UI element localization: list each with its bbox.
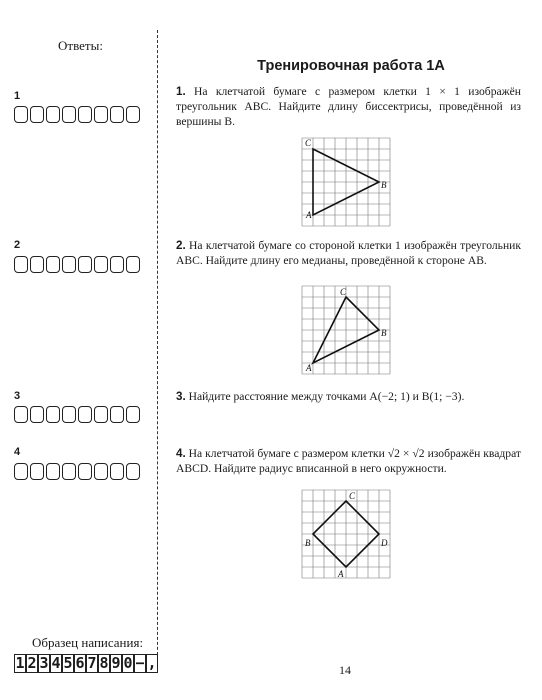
sample-char: 9 bbox=[111, 654, 121, 672]
answer-cell[interactable] bbox=[14, 256, 28, 273]
answer-cells-4[interactable] bbox=[14, 463, 142, 480]
answer-cell[interactable] bbox=[62, 463, 76, 480]
task-number: 4. bbox=[176, 447, 186, 460]
answer-cell[interactable] bbox=[14, 463, 28, 480]
answer-number-1: 1 bbox=[14, 90, 21, 102]
label-a: A bbox=[306, 363, 312, 373]
answer-cell[interactable] bbox=[14, 406, 28, 423]
answers-label: Ответы: bbox=[58, 38, 103, 53]
grid bbox=[302, 286, 390, 374]
answer-cell[interactable] bbox=[30, 463, 44, 480]
page-title: Тренировочная работа 1А bbox=[257, 58, 445, 74]
grid bbox=[302, 490, 390, 578]
task-1 bbox=[176, 84, 521, 129]
sample-char: 8 bbox=[99, 654, 109, 672]
label-b: B bbox=[381, 180, 387, 190]
answer-cell[interactable] bbox=[30, 256, 44, 273]
answer-cell[interactable] bbox=[78, 406, 92, 423]
column-divider bbox=[157, 30, 158, 670]
answer-cell[interactable] bbox=[126, 406, 140, 423]
answer-cell[interactable] bbox=[94, 256, 108, 273]
task-2-figure bbox=[300, 284, 392, 376]
answer-cell[interactable] bbox=[94, 463, 108, 480]
answer-cell[interactable] bbox=[126, 463, 140, 480]
task-text: На клетчатой бумаге с размером клетки 1 × 1 изображён треугольник ABC. Найдите длину биссектрисы, проведённой из вершины B. bbox=[176, 85, 522, 128]
sample-char: 7 bbox=[87, 654, 97, 672]
answer-cell[interactable] bbox=[14, 106, 28, 123]
answer-cell[interactable] bbox=[78, 463, 92, 480]
answer-cells-1[interactable] bbox=[14, 106, 142, 123]
task-1-figure bbox=[300, 136, 392, 228]
task-text: На клетчатой бумаге с размером клетки √2 × √2 изображён квадрат ABCD. Найдите радиус вписанной в него окружности. bbox=[176, 447, 521, 475]
label-d: D bbox=[381, 538, 388, 548]
answer-cell[interactable] bbox=[110, 106, 124, 123]
task-3 bbox=[176, 389, 521, 404]
answer-cell[interactable] bbox=[78, 256, 92, 273]
answer-cell[interactable] bbox=[30, 106, 44, 123]
sample-char: 2 bbox=[27, 654, 37, 672]
answer-cell[interactable] bbox=[126, 106, 140, 123]
answer-cell[interactable] bbox=[62, 406, 76, 423]
answer-cells-2[interactable] bbox=[14, 256, 142, 273]
answer-cell[interactable] bbox=[46, 106, 60, 123]
answer-cell[interactable] bbox=[110, 406, 124, 423]
sample-char: 0 bbox=[123, 654, 133, 672]
answer-number-2: 2 bbox=[14, 239, 21, 251]
answer-cell[interactable] bbox=[94, 406, 108, 423]
sample-char: 6 bbox=[75, 654, 85, 672]
sample-char: − bbox=[135, 654, 145, 672]
answer-cell[interactable] bbox=[46, 406, 60, 423]
answer-cell[interactable] bbox=[46, 256, 60, 273]
answer-cell[interactable] bbox=[46, 463, 60, 480]
answer-cell[interactable] bbox=[110, 256, 124, 273]
answer-cells-3[interactable] bbox=[14, 406, 142, 423]
task-number: 1. bbox=[176, 85, 186, 98]
answer-cell[interactable] bbox=[30, 406, 44, 423]
label-b: B bbox=[381, 328, 387, 338]
sample-char: , bbox=[147, 654, 157, 672]
answer-number-4: 4 bbox=[14, 446, 21, 458]
answer-number-3: 3 bbox=[14, 390, 21, 402]
answer-cell[interactable] bbox=[110, 463, 124, 480]
answer-cell[interactable] bbox=[126, 256, 140, 273]
page-number: 14 bbox=[339, 663, 351, 677]
grid bbox=[302, 138, 390, 226]
task-text: Найдите расстояние между точками A(−2; 1) и B(1; −3). bbox=[188, 390, 465, 403]
sample-label: Образец написания: bbox=[32, 635, 144, 650]
task-number: 2. bbox=[176, 239, 186, 252]
answer-cell[interactable] bbox=[94, 106, 108, 123]
sample-char: 1 bbox=[15, 654, 25, 672]
answer-cell[interactable] bbox=[62, 256, 76, 273]
label-a: A bbox=[338, 569, 344, 579]
task-number: 3. bbox=[176, 390, 186, 403]
task-4-figure bbox=[300, 488, 392, 580]
label-b: B bbox=[305, 538, 311, 548]
task-4 bbox=[176, 446, 521, 476]
answer-cell[interactable] bbox=[62, 106, 76, 123]
sample-char: 5 bbox=[63, 654, 73, 672]
answer-cell[interactable] bbox=[78, 106, 92, 123]
label-c: C bbox=[340, 287, 347, 297]
sample-char: 3 bbox=[39, 654, 49, 672]
label-c: C bbox=[349, 491, 356, 501]
label-a: A bbox=[306, 210, 312, 220]
label-c: C bbox=[305, 138, 312, 148]
sample-digits bbox=[14, 654, 158, 673]
task-text: На клетчатой бумаге со стороной клетки 1 изображён треугольник ABC. Найдите длину его медианы, проведённой к стороне AB. bbox=[176, 239, 521, 267]
task-2 bbox=[176, 238, 521, 268]
sample-char: 4 bbox=[51, 654, 61, 672]
